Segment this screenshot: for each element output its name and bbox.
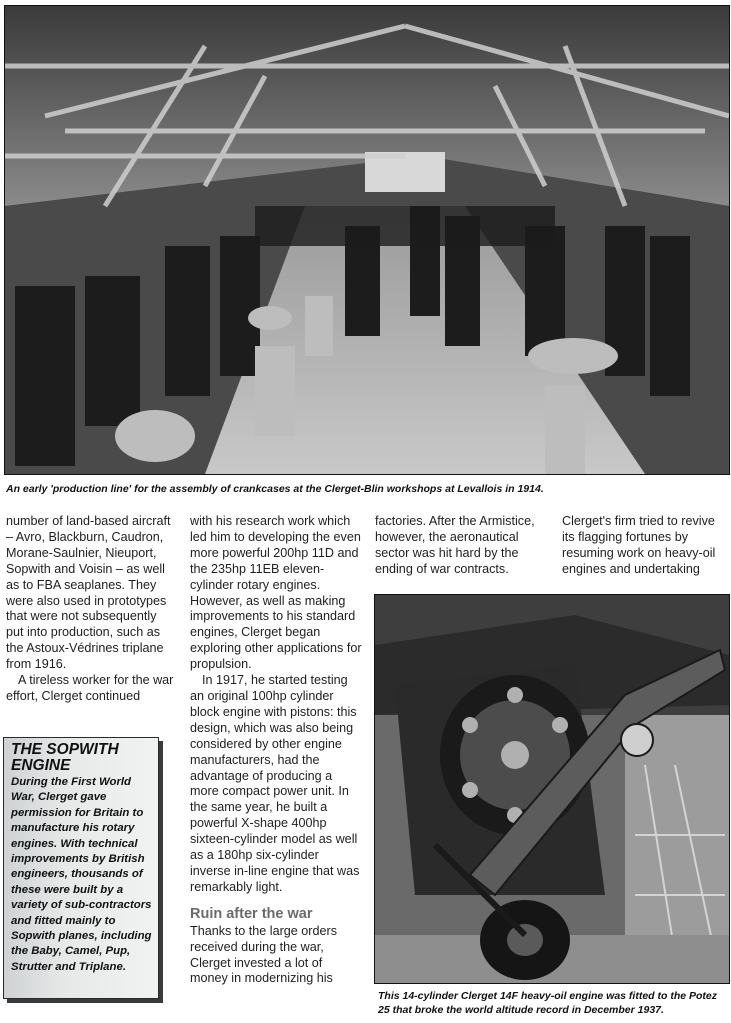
col3-paragraph-1: factories. After the Armistice, however, the aeronautical sector was hit hard by the ending of war contracts. xyxy=(375,514,535,576)
sopwith-sidebar xyxy=(3,737,159,999)
col1-paragraph-1: number of land-based aircraft – Avro, Blackburn, Caudron, Morane-Saulnier, Nieuport, Sopwith and Voisin – as well as to FBA seaplanes. They were also used in prototypes that were not subsequently put into production, such as the Astoux-Védrines triplane from 1916. xyxy=(6,514,171,672)
section-heading: Ruin after the war xyxy=(190,905,313,922)
col4-paragraph-1: Clerget's firm tried to revive its flagging fortunes by resuming work on heavy-oil engines and undertaking xyxy=(562,514,716,576)
column-1 xyxy=(6,514,176,705)
engine-photo-caption: This 14-cylinder Clerget 14F heavy-oil engine was fitted to the Potez 25 that broke the world altitude record in December 1937. xyxy=(378,990,717,1016)
sidebar-title: THE SOPWITH ENGINE xyxy=(11,741,119,774)
column-3 xyxy=(375,514,545,578)
engine-photo xyxy=(374,594,730,984)
column-2 xyxy=(190,514,362,987)
col1-paragraph-2: A tireless worker for the war effort, Clerget continued xyxy=(6,673,174,703)
col2-paragraph-3: Thanks to the large orders received during the war, Clerget invested a lot of money in modernizing his xyxy=(190,923,338,986)
engine-photo-illustration xyxy=(375,595,729,983)
column-4 xyxy=(562,514,730,578)
workshop-photo-illustration xyxy=(5,6,729,474)
col2-paragraph-2: In 1917, he started testing an original 100hp cylinder block engine with pistons: this design, which was also being considered by other engine manufacturers, had the advantage of producing a more compact power unit. In the same year, he built a powerful X-shape 400hp sixteen-cylinder model as well as a 180hp six-cylinder inverse in-line engine that was remarkably light. xyxy=(190,673,360,894)
col2-paragraph-1: with his research work which led him to developing the even more powerful 200hp 11D and the 235hp 11EB eleven-cylinder rotary engines. However, as well as making improvements to his standard engines, Clerget began exploring other applications for propulsion. xyxy=(190,514,362,672)
workshop-photo xyxy=(4,5,730,475)
sidebar-body: During the First World War, Clerget gave permission for Britain to manufacture his rotary engines. With technical improvements by British engineers, thousands of these were built by a variety of sub-contractors and fitted mainly to Sopwith planes, including the Baby, Camel, Pup, Strutter and Triplane. xyxy=(11,776,152,973)
top-photo-caption: An early 'production line' for the assembly of crankcases at the Clerget-Blin workshops at Levallois in 1914. xyxy=(6,483,544,495)
